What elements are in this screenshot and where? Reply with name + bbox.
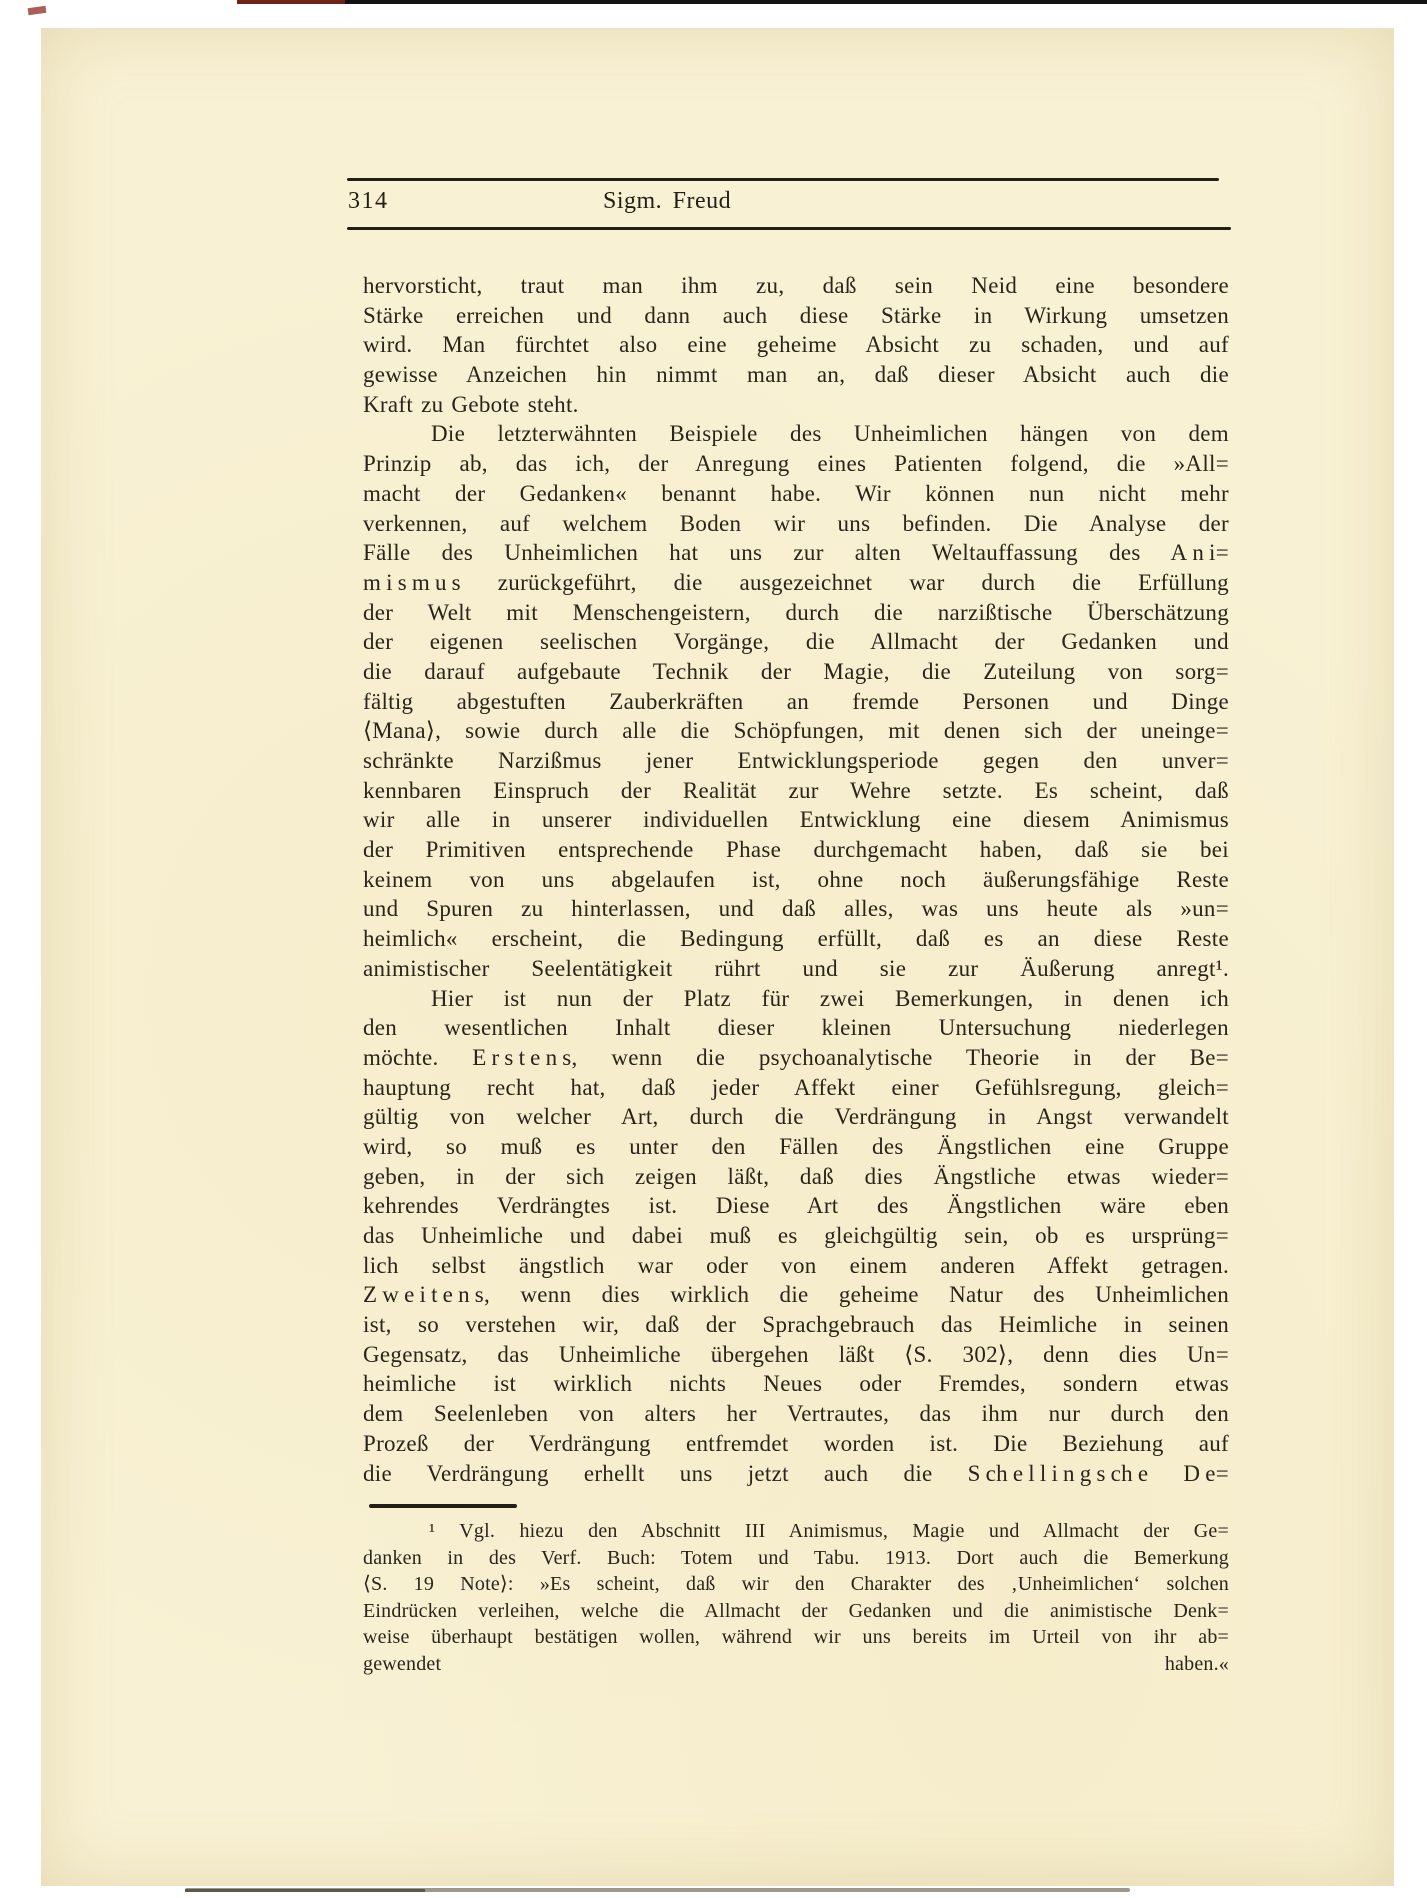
- text-line: der Primitiven entsprechende Phase durchgemacht haben, daß sie bei: [363, 837, 1229, 863]
- text-line: Stärke erreichen und dann auch diese Stärke in Wirkung umsetzen: [363, 302, 1229, 328]
- footnote-line: weise überhaupt bestätigen wollen, während wir uns bereits im Urteil von ihr ab=: [363, 1626, 1229, 1649]
- text-line: verkennen, auf welchem Boden wir uns befinden. Die Analyse der: [363, 510, 1229, 536]
- text-line: und Spuren zu hinterlassen, und daß alles, was uns heute als »un=: [363, 896, 1229, 922]
- text-line: animistischer Seelentätigkeit rührt und sie zur Äußerung anregt¹.: [363, 955, 1229, 981]
- text-line: wird. Man fürchtet also eine geheime Absicht zu schaden, und auf: [363, 332, 1229, 358]
- text-line: gewisse Anzeichen hin nimmt man an, daß dieser Absicht auch die: [363, 362, 1229, 388]
- text-line: fältig abgestuften Zauberkräften an fremde Personen und Dinge: [363, 688, 1229, 714]
- text-line: Gegensatz, das Unheimliche übergehen läßt ⟨S. 302⟩, denn dies Un=: [363, 1341, 1229, 1367]
- header-rule-bottom: [347, 227, 1231, 230]
- text-line: Die letzterwähnten Beispiele des Unheimlichen hängen von dem: [431, 421, 1229, 447]
- running-title: Sigm. Freud: [603, 188, 732, 214]
- text-line: kennbaren Einspruch der Realität zur Wehre setzte. Es scheint, daß: [363, 777, 1229, 803]
- text-line: die Verdrängung erhellt uns jetzt auch die S ch e l l i n g s ch e D e=: [363, 1460, 1229, 1486]
- text-line: Hier ist nun der Platz für zwei Bemerkungen, in denen ich: [431, 985, 1229, 1011]
- scan-edge-artifact: [237, 0, 349, 4]
- text-line: ist, so verstehen wir, daß der Sprachgebrauch das Heimliche in seinen: [363, 1312, 1229, 1338]
- text-line: geben, in der sich zeigen läßt, daß dies Ängstliche etwas wieder=: [363, 1163, 1229, 1189]
- footnote-line: Eindrücken verleihen, welche die Allmacht der Gedanken und die animistische Denk=: [363, 1599, 1229, 1622]
- text-line: Prozeß der Verdrängung entfremdet worden ist. Die Beziehung auf: [363, 1430, 1229, 1456]
- text-line: Kraft zu Gebote steht.: [363, 391, 579, 417]
- page-number: 314: [348, 188, 389, 214]
- text-line: der Welt mit Menschengeistern, durch die narzißtische Überschätzung: [363, 599, 1229, 625]
- text-line: m i s m u s zurückgeführt, die ausgezeichnet war durch die Erfüllung: [363, 569, 1229, 595]
- scan-edge-artifact: [185, 1889, 425, 1892]
- text-line: das Unheimliche und dabei muß es gleichgültig sein, ob es ursprüng=: [363, 1223, 1229, 1248]
- text-line: die darauf aufgebaute Technik der Magie, die Zuteilung von sorg=: [363, 658, 1229, 684]
- text-line: der eigenen seelischen Vorgänge, die Allmacht der Gedanken und: [363, 629, 1229, 655]
- text-line: heimliche ist wirklich nichts Neues oder Fremdes, sondern etwas: [363, 1371, 1229, 1397]
- text-line: dem Seelenleben von alters her Vertrautes, das ihm nur durch den: [363, 1401, 1229, 1427]
- text-line: wir alle in unserer individuellen Entwicklung eine diesem Animismus: [363, 807, 1229, 833]
- text-line: Z w e i t e n s, wenn dies wirklich die geheime Natur des Unheimlichen: [363, 1282, 1229, 1308]
- text-line: heimlich« erscheint, die Bedingung erfüllt, daß es an diese Reste: [363, 926, 1229, 952]
- scan-edge-artifact: [345, 0, 1427, 4]
- text-line: möchte. E r s t e n s, wenn die psychoanalytische Theorie in der Be=: [363, 1044, 1229, 1070]
- text-line: Fälle des Unheimlichen hat uns zur alten Weltauffassung des A n i=: [363, 540, 1229, 566]
- text-line: gültig von welcher Art, durch die Verdrängung in Angst verwandelt: [363, 1104, 1229, 1130]
- footnote-separator-rule: [369, 1504, 517, 1508]
- scan-edge-artifact: [28, 6, 47, 15]
- footnote-line: ¹ Vgl. hiezu den Abschnitt III Animismus, Magie und Allmacht der Ge=: [429, 1520, 1229, 1542]
- text-line: Prinzip ab, das ich, der Anregung eines Patienten folgend, die »All=: [363, 451, 1229, 477]
- text-line: macht der Gedanken« benannt habe. Wir können nun nicht mehr: [363, 480, 1229, 506]
- footnote-text: [363, 1518, 1229, 1678]
- footnote-line: danken in des Verf. Buch: Totem und Tabu. 1913. Dort auch die Bemerkung: [363, 1546, 1229, 1569]
- book-page: [41, 28, 1394, 1886]
- text-line: lich selbst ängstlich war oder von einem anderen Affekt getragen.: [363, 1252, 1229, 1278]
- text-line: wird, so muß es unter den Fällen des Ängstlichen eine Gruppe: [363, 1133, 1229, 1159]
- text-line: schränkte Narzißmus jener Entwicklungsperiode gegen den unver=: [363, 748, 1229, 773]
- footnote-line: ⟨S. 19 Note⟩: »Es scheint, daß wir den Charakter des ‚Unheimlichen‘ solchen: [363, 1573, 1229, 1596]
- header-rule-top: [347, 178, 1219, 181]
- text-line: keinem von uns abgelaufen ist, ohne noch äußerungsfähige Reste: [363, 866, 1229, 892]
- text-line: ⟨Mana⟩, sowie durch alle die Schöpfungen, mit denen sich der uneinge=: [363, 718, 1229, 744]
- body-text: [363, 271, 1229, 1488]
- text-line: kehrendes Verdrängtes ist. Diese Art des Ängstlichen wäre eben: [363, 1193, 1229, 1219]
- text-line: den wesentlichen Inhalt dieser kleinen Untersuchung niederlegen: [363, 1015, 1229, 1041]
- text-line: hervorsticht, traut man ihm zu, daß sein Neid eine besondere: [363, 273, 1229, 298]
- text-line: hauptung recht hat, daß jeder Affekt einer Gefühlsregung, gleich=: [363, 1074, 1229, 1100]
- footnote-line: gewendet haben.«: [363, 1652, 1229, 1675]
